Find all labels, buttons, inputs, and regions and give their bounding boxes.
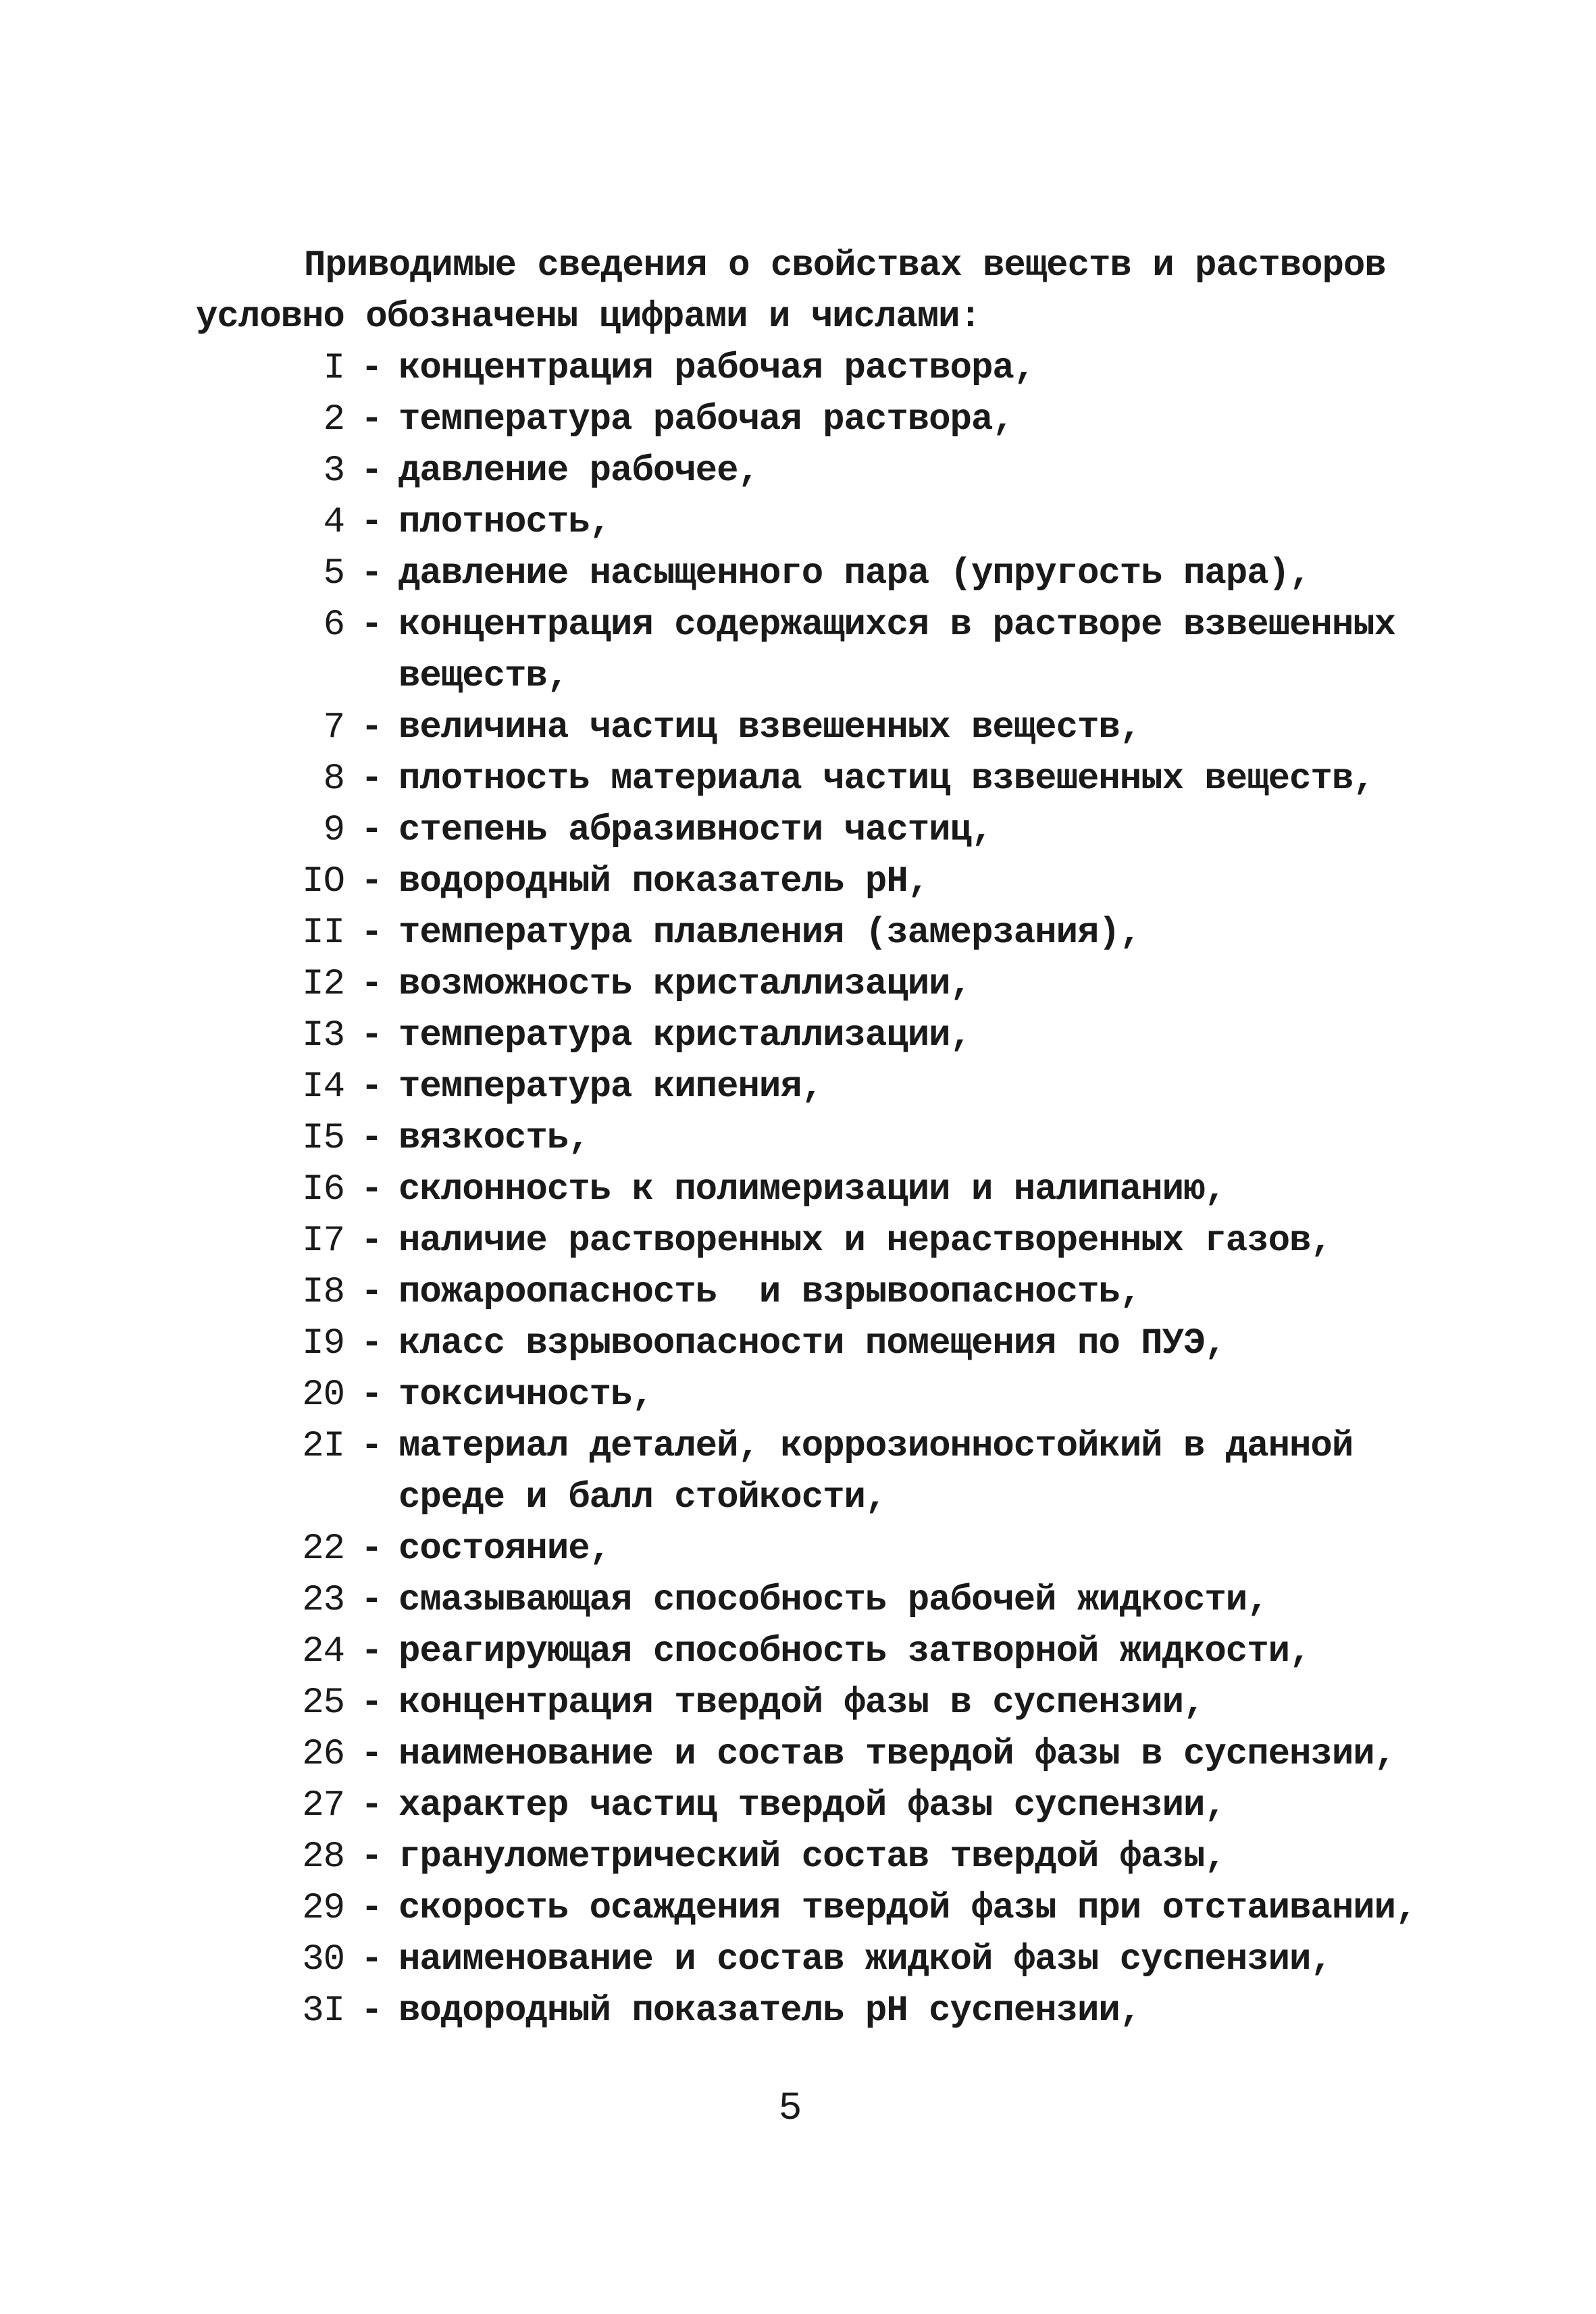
item-text: скорость осаждения твердой фазы при отстаивании, [398, 1888, 1417, 1929]
list-item [196, 446, 1513, 497]
list-item [196, 908, 1513, 959]
item-number: I6 [302, 1169, 344, 1210]
item-dash: - [361, 1015, 382, 1056]
item-text: склонность к полимеризации и налипанию, [398, 1169, 1226, 1210]
item-number: 27 [302, 1785, 344, 1826]
list-item [196, 1575, 1513, 1626]
item-dash: - [361, 1580, 382, 1621]
item-dash: - [361, 1990, 382, 2032]
item-text: давление рабочее, [398, 451, 759, 492]
item-text: пожароопасность и взрывоопасность, [398, 1272, 1141, 1313]
item-text: возможность кристаллизации, [398, 964, 971, 1005]
property-list [196, 343, 1513, 2037]
item-number: 8 [323, 759, 344, 800]
item-dash: - [361, 348, 382, 389]
list-item [196, 702, 1513, 754]
item-dash: - [361, 1734, 382, 1775]
item-text: гранулометрический состав твердой фазы, [398, 1836, 1226, 1878]
item-number: 23 [302, 1580, 344, 1621]
item-number: 28 [302, 1836, 344, 1878]
list-item [196, 1318, 1513, 1370]
item-number: 9 [323, 810, 344, 851]
item-dash: - [361, 1169, 382, 1210]
item-text: концентрация твердой фазы в суспензии, [398, 1682, 1205, 1724]
item-number: 20 [302, 1374, 344, 1416]
list-item [196, 959, 1513, 1010]
item-dash: - [361, 399, 382, 440]
list-item [196, 1216, 1513, 1267]
list-item [196, 1883, 1513, 1934]
item-number: 3 [323, 451, 344, 492]
item-text: класс взрывоопасности помещения по ПУЭ, [398, 1323, 1226, 1364]
item-dash: - [361, 1888, 382, 1929]
item-text: величина частиц взвешенных веществ, [398, 707, 1141, 748]
intro-paragraph [196, 240, 1412, 343]
item-dash: - [361, 1066, 382, 1108]
list-item [196, 497, 1513, 548]
list-item [196, 1934, 1513, 1986]
item-text: температура кристаллизации, [398, 1015, 971, 1056]
page-number: 5 [778, 2087, 802, 2131]
list-item [196, 1062, 1513, 1113]
list-item [196, 1780, 1513, 1832]
item-number: 4 [323, 502, 344, 543]
item-text: температура кипения, [398, 1066, 823, 1108]
item-text: температура плавления (замерзания), [398, 912, 1141, 954]
item-text: состояние, [398, 1528, 611, 1570]
item-number: I8 [302, 1272, 344, 1313]
list-item [196, 1267, 1513, 1318]
item-dash: - [361, 861, 382, 902]
item-text: вязкость, [398, 1118, 590, 1159]
item-dash: - [361, 553, 382, 594]
list-item [196, 600, 1513, 702]
item-number: 25 [302, 1682, 344, 1724]
item-number: 2I [302, 1426, 344, 1467]
list-item [196, 1370, 1513, 1421]
item-number: 26 [302, 1734, 344, 1775]
item-number: 30 [302, 1939, 344, 1980]
item-number: I3 [302, 1015, 344, 1056]
item-dash: - [361, 1272, 382, 1313]
list-item [196, 1678, 1513, 1729]
list-item [196, 754, 1513, 805]
item-number: 24 [302, 1631, 344, 1672]
item-number: 7 [323, 707, 344, 748]
list-item [196, 548, 1513, 600]
list-item [196, 1832, 1513, 1883]
list-item [196, 1729, 1513, 1780]
item-number: IO [302, 861, 344, 902]
item-text: наименование и состав твердой фазы в суспензии, [398, 1734, 1396, 1775]
item-text: наличие растворенных и нерастворенных газов, [398, 1220, 1332, 1262]
item-dash: - [361, 1118, 382, 1159]
item-dash: - [361, 1323, 382, 1364]
item-number: II [302, 912, 344, 954]
item-text: водородный показатель pH, [398, 861, 929, 902]
list-item [196, 1524, 1513, 1575]
item-text: водородный показатель pH суспензии, [398, 1990, 1141, 2032]
item-dash: - [361, 810, 382, 851]
intro-line-2: условно обозначены цифрами и числами: [196, 297, 981, 338]
item-text: реагирующая способность затворной жидкости, [398, 1631, 1311, 1672]
item-text: концентрация содержащихся в растворе взвешенных веществ, [398, 605, 1396, 697]
item-dash: - [361, 1836, 382, 1878]
item-number: 5 [323, 553, 344, 594]
list-item [196, 394, 1513, 446]
item-text: плотность материала частиц взвешенных веществ, [398, 759, 1374, 800]
intro-line-1: Приводимые сведения о свойствах веществ и растворов [304, 245, 1386, 286]
item-dash: - [361, 1528, 382, 1570]
item-dash: - [361, 605, 382, 646]
item-number: I4 [302, 1066, 344, 1108]
list-item [196, 1986, 1513, 2037]
item-dash: - [361, 964, 382, 1005]
item-dash: - [361, 1939, 382, 1980]
item-number: I9 [302, 1323, 344, 1364]
item-text: плотность, [398, 502, 611, 543]
list-item [196, 1164, 1513, 1216]
item-text: концентрация рабочая раствора, [398, 348, 1035, 389]
item-dash: - [361, 912, 382, 954]
item-number: I5 [302, 1118, 344, 1159]
item-text: материал деталей, коррозионностойкий в данной среде и балл стойкости, [398, 1426, 1354, 1518]
item-number: 3I [302, 1990, 344, 2032]
item-number: 2 [323, 399, 344, 440]
item-text: смазывающая способность рабочей жидкости, [398, 1580, 1268, 1621]
item-text: температура рабочая раствора, [398, 399, 1014, 440]
list-item [196, 856, 1513, 908]
item-dash: - [361, 1631, 382, 1672]
item-number: 22 [302, 1528, 344, 1570]
list-item [196, 343, 1513, 394]
item-dash: - [361, 1785, 382, 1826]
item-dash: - [361, 1426, 382, 1467]
item-number: 6 [323, 605, 344, 646]
item-text: характер частиц твердой фазы суспензии, [398, 1785, 1226, 1826]
item-dash: - [361, 707, 382, 748]
item-dash: - [361, 1682, 382, 1724]
item-dash: - [361, 1374, 382, 1416]
list-item [196, 1113, 1513, 1164]
item-number: I [323, 348, 344, 389]
item-number: 29 [302, 1888, 344, 1929]
list-item [196, 1626, 1513, 1678]
item-text: токсичность, [398, 1374, 653, 1416]
item-text: наименование и состав жидкой фазы суспензии, [398, 1939, 1332, 1980]
item-number: I7 [302, 1220, 344, 1262]
list-item [196, 1010, 1513, 1062]
item-text: степень абразивности частиц, [398, 810, 993, 851]
item-number: I2 [302, 964, 344, 1005]
item-dash: - [361, 451, 382, 492]
item-dash: - [361, 502, 382, 543]
list-item [196, 1421, 1513, 1524]
item-dash: - [361, 1220, 382, 1262]
list-item [196, 805, 1513, 856]
item-text: давление насыщенного пара (упругость пара), [398, 553, 1311, 594]
item-dash: - [361, 759, 382, 800]
